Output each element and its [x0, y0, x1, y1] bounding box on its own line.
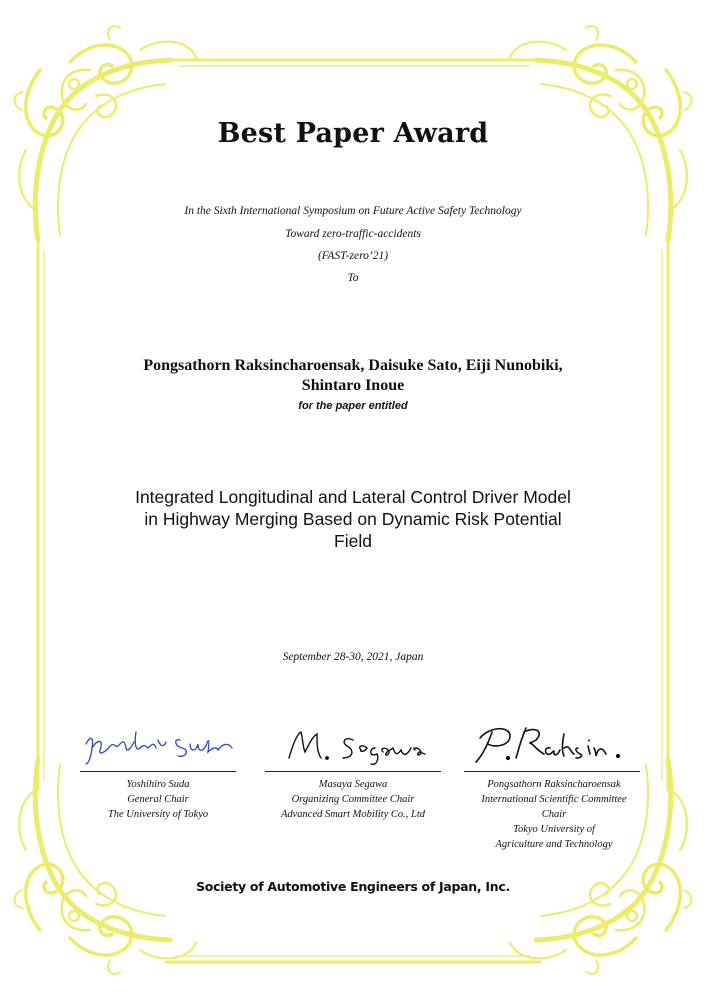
signature-line-2 [265, 771, 441, 772]
paper-title-line-3: Field [334, 531, 372, 551]
signatory-1 [70, 777, 246, 822]
paper-title-line-2: in Highway Merging Based on Dynamic Risk Potential [144, 509, 562, 529]
authors-line-2: Shintaro Inoue [301, 377, 405, 394]
symposium-line: In the Sixth International Symposium on Future Active Safety Technology [184, 205, 522, 217]
signatory-2-role: Organizing Committee Chair [291, 794, 415, 805]
organization-name: Society of Automotive Engineers of Japan, Inc. [196, 879, 510, 894]
signature-line-1 [80, 771, 236, 772]
signatory-3-role: International Scientific Committee Chair [481, 794, 627, 820]
signatory-3-affiliation-2: Agriculture and Technology [495, 839, 613, 850]
paper-title-line-1: Integrated Longitudinal and Lateral Control Driver Model [135, 487, 571, 507]
signatory-1-role: General Chair [127, 794, 189, 805]
signatory-3 [472, 777, 636, 852]
signature-line-3 [464, 771, 640, 772]
signature-raksincharoensak [470, 718, 630, 768]
authors-line-1: Pongsathorn Raksincharoensak, Daisuke Sato, Eiji Nunobiki, [143, 357, 563, 374]
signatory-2-name: Masaya Segawa [318, 779, 388, 790]
event-date: September 28-30, 2021, Japan [282, 651, 424, 663]
recipient-authors [0, 356, 706, 396]
symposium-abbreviation: (FAST-zero’21) [317, 250, 389, 262]
signatory-2-affiliation: Advanced Smart Mobility Co., Ltd [280, 809, 426, 820]
signatory-3-affiliation: Tokyo University of [513, 824, 595, 835]
paper-entitled-label: for the paper entitled [298, 400, 408, 412]
signatory-1-affiliation: The University of Tokyo [107, 809, 209, 820]
to-label: To [347, 272, 359, 284]
signatory-3-name: Pongsathorn Raksincharoensak [487, 779, 621, 790]
signatory-1-name: Yoshihiro Suda [126, 779, 190, 790]
award-title: Best Paper Award [217, 118, 489, 149]
signature-segawa [283, 718, 433, 768]
paper-title [0, 486, 706, 552]
signature-suda [82, 718, 242, 768]
signatory-2 [255, 777, 451, 822]
symposium-subtitle: Toward zero-traffic-accidents [285, 228, 421, 240]
